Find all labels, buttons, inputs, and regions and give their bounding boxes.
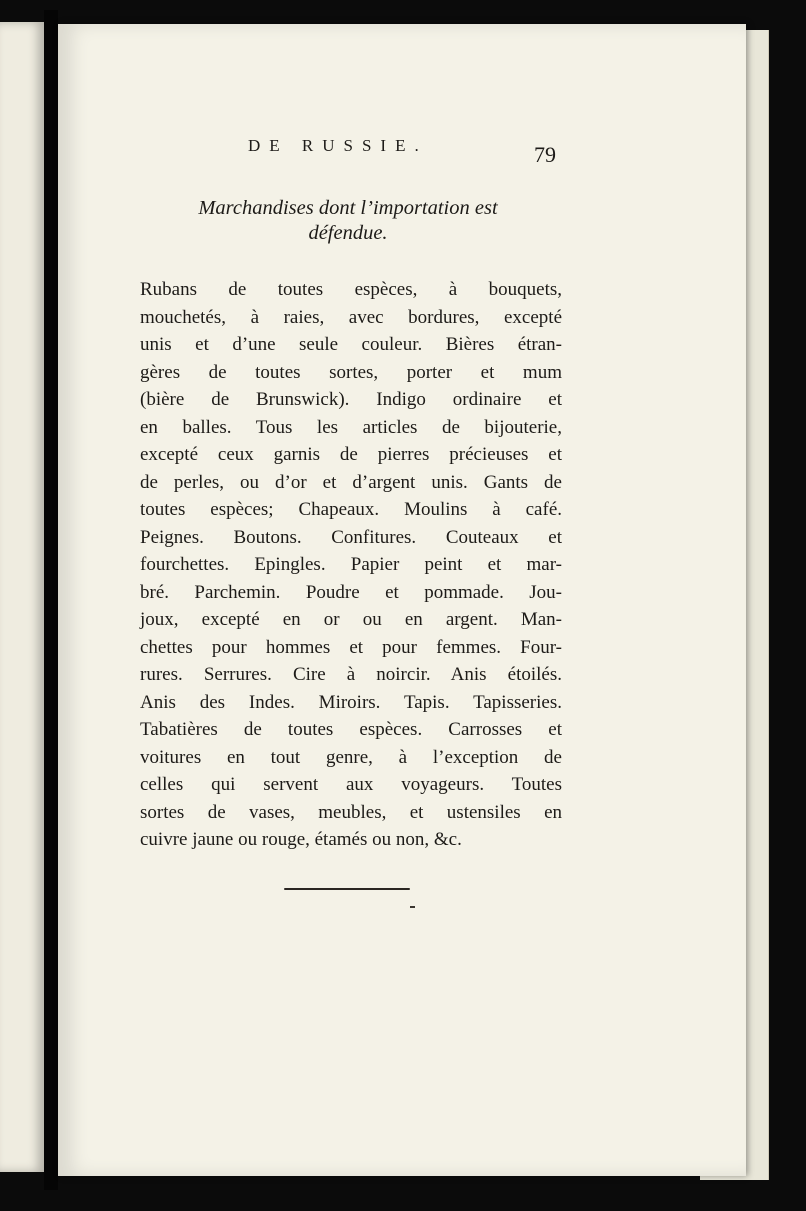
- text-line: joux, excepté en or ou en argent. Man-: [140, 609, 562, 630]
- text-line: mouchetés, à raies, avec bordures, excepté: [140, 306, 562, 328]
- text-line: de perles, ou d’or et d’argent unis. Gants de: [140, 471, 562, 493]
- ink-speck: [410, 906, 415, 908]
- text-line: excepté ceux garnis de pierres précieuses et: [140, 444, 562, 465]
- section-end-rule: [284, 888, 410, 890]
- text-line: en balles. Tous les articles de bijouterie,: [140, 416, 562, 438]
- text-line: rures. Serrures. Cire à noircir. Anis étoilés.: [140, 664, 562, 685]
- text-line: (bière de Brunswick). Indigo ordinaire et: [140, 389, 562, 410]
- book-page: [58, 24, 746, 1176]
- text-line: chettes pour hommes et pour femmes. Four-: [140, 636, 562, 658]
- running-head: DE RUSSIE.: [248, 136, 428, 155]
- page-number: 79: [534, 142, 556, 167]
- text-line: bré. Parchemin. Poudre et pommade. Jou-: [140, 581, 562, 603]
- text-line: Rubans de toutes espèces, à bouquets,: [140, 279, 562, 300]
- text-line: fourchettes. Epingles. Papier peint et mar-: [140, 554, 562, 575]
- section-heading: Marchandises dont l’importation est défendue.: [198, 197, 498, 244]
- text-line: unis et d’une seule couleur. Bières étran-: [140, 334, 562, 355]
- book-gutter: [44, 10, 58, 1190]
- text-line: cuivre jaune ou rouge, étamés ou non, &c.: [140, 829, 462, 850]
- body-paragraph: [140, 276, 562, 854]
- text-line: sortes de vases, meubles, et ustensiles en: [140, 801, 562, 823]
- text-line: gères de toutes sortes, porter et mum: [140, 361, 562, 383]
- text-line: Tabatières de toutes espèces. Carrosses et: [140, 719, 562, 740]
- text-line: Peignes. Boutons. Confitures. Couteaux et: [140, 526, 562, 548]
- text-line: voitures en tout genre, à l’exception de: [140, 746, 562, 768]
- text-line: celles qui servent aux voyageurs. Toutes: [140, 774, 562, 795]
- text-line: Anis des Indes. Miroirs. Tapis. Tapisseries.: [140, 691, 562, 713]
- left-page-edge: [0, 22, 44, 1172]
- text-line: toutes espèces; Chapeaux. Moulins à café.: [140, 499, 562, 520]
